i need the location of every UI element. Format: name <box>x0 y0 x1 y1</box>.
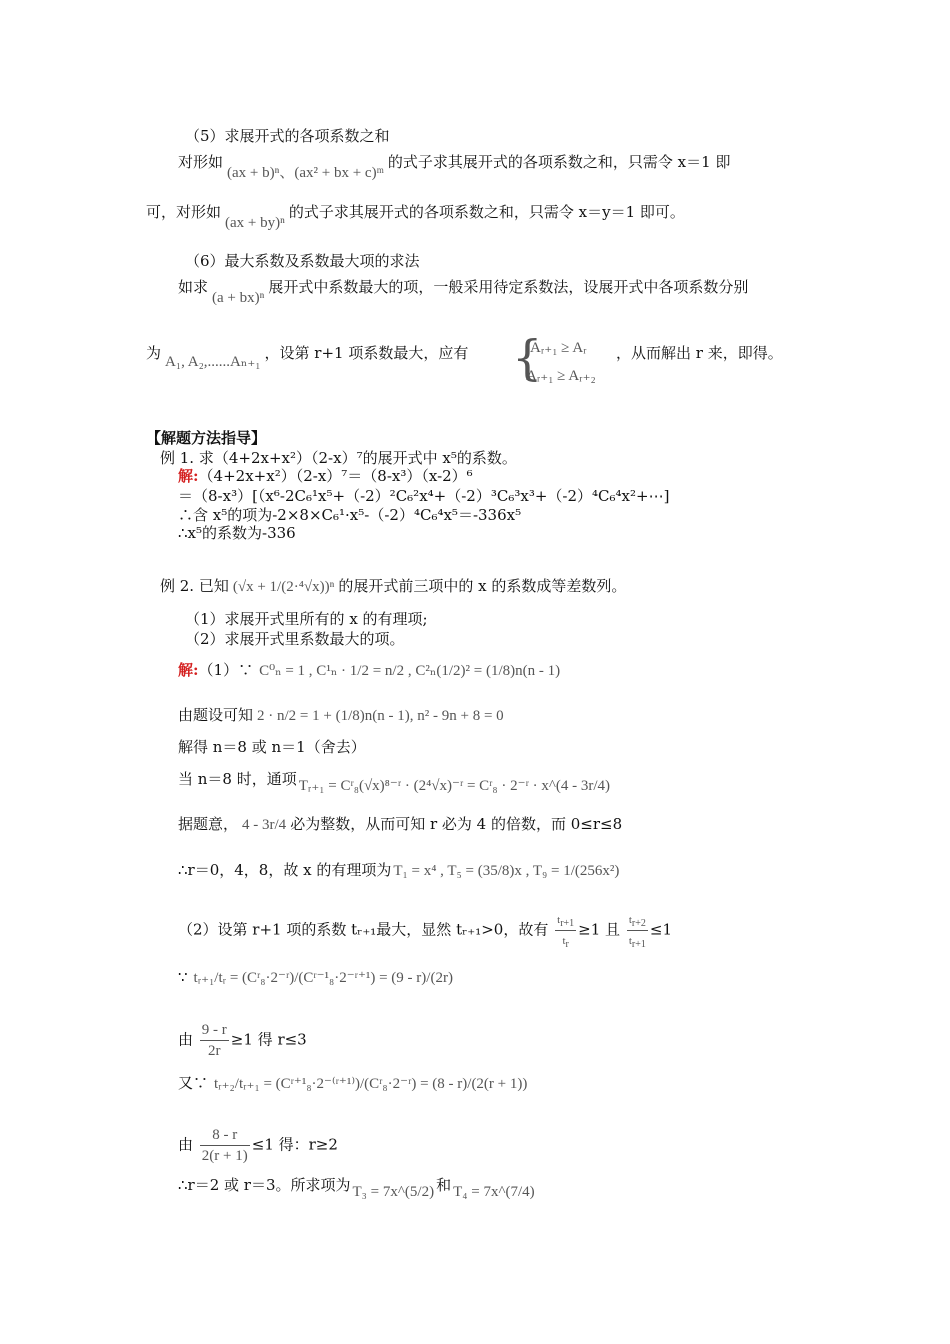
ex2-eq5: 4 - 3r/4 <box>242 817 287 833</box>
ex2-eq2: 2 · n/2 = 1 + (1/8)n(n - 1), n² - 9n + 8 = 0 <box>257 708 504 724</box>
sec5-l1-pre: 对形如 <box>178 153 224 171</box>
ex2-sol-label: 解: <box>178 661 199 679</box>
ex2-sol-line4 <box>178 769 611 794</box>
ex2-l9-post: ≥1 得 r≤3 <box>230 1030 307 1049</box>
sec5-line1 <box>178 152 731 181</box>
ex1-sol-label: 解: <box>178 467 199 485</box>
sec6-l1-expr: (a + bx)ⁿ <box>212 290 265 306</box>
ex2-sol-line10 <box>178 1073 527 1094</box>
ex2-sol-line2 <box>178 705 504 726</box>
sec6-l1-pre: 如求 <box>178 278 209 296</box>
ex2-eq10: tᵣ₊₂/tᵣ₊₁ = (Cʳ⁺¹₈·2⁻⁽ʳ⁺¹⁾)/(Cʳ₈·2⁻ʳ) = (8 - r)/(2(r + 1)) <box>214 1076 528 1092</box>
ex2-l12-mid: 和 <box>436 1176 452 1194</box>
ex2-l2-pre: 由题设可知 <box>178 706 254 724</box>
ex2-eq12b: T₄ = 7x^(7/4) <box>453 1184 535 1200</box>
ratio-frac-1: $\frac{t_{r+1}}{t_r}$ <box>555 910 576 951</box>
sec6-ineq2: Aᵣ₊₁ ≥ Aᵣ₊₂ <box>526 368 596 384</box>
sec6-ineq1: Aᵣ₊₁ ≥ Aᵣ <box>530 340 587 356</box>
ex2-l7-post: ≤1 <box>649 920 673 939</box>
ex2-sol-line3: 解得 n＝8 或 n＝1（舍去） <box>178 738 366 756</box>
ex2-sol-line8 <box>178 967 453 988</box>
ex2-sol-line12 <box>178 1175 535 1200</box>
ex2-l5-pre: 据题意， <box>178 815 239 833</box>
ex1-step2: ＝（8-x³）[（x⁶-2C₆¹x⁵+（-2）²C₆²x⁴+（-2）³C₆³x³+（-2）⁴C₆⁴x²+⋯] <box>178 487 670 505</box>
sec5-l2-post: 的式子求其展开式的各项系数之和，只需令 x＝y＝1 即可。 <box>288 203 685 221</box>
ex1-question: 例 1. 求（4+2x+x²）（2-x）⁷的展开式中 x⁵的系数。 <box>160 449 517 467</box>
sec6-l2-expr: A₁, A₂,......Aₙ₊₁ <box>165 354 261 370</box>
sec6-l2-mid: ，设第 r+1 项系数最大，应有 <box>264 344 469 362</box>
ex2-q-expr: (√x + 1/(2·⁴√x))ⁿ <box>232 579 335 595</box>
frac-9-r: $\frac{9 - r}{2r}$ <box>201 1022 227 1059</box>
ex2-l7-mid: ≥1 且 <box>578 920 621 939</box>
ex2-sol-line7 <box>178 910 672 951</box>
ex1-step4: ∴x⁵的系数为-336 <box>178 524 296 542</box>
ex2-eq8: tᵣ₊₁/tᵣ = (Cʳ₈·2⁻ʳ)/(Cʳ⁻¹₈·2⁻ʳ⁺¹) = (9 - r)/(2r) <box>193 970 453 986</box>
guide-title: 【解题方法指导】 <box>146 429 267 447</box>
ex2-eq1: C⁰ₙ = 1 , C¹ₙ · 1/2 = n/2 , C²ₙ(1/2)² = (1/8)n(n - 1) <box>259 663 561 679</box>
ex2-l11-pre: 由 <box>178 1135 194 1154</box>
sec6-l2-pre: 为 <box>146 344 162 362</box>
ex2-l8-pre: ∵ <box>178 968 188 986</box>
ex2-l12-pre: ∴r＝2 或 r＝3。所求项为 <box>178 1176 351 1194</box>
sec5-l1-post: 的式子求其展开式的各项系数之和，只需令 x＝1 即 <box>387 153 731 171</box>
ex2-part2: （2）求展开式里系数最大的项。 <box>185 630 405 648</box>
ex2-eq4: Tᵣ₊₁ = Cʳ₈(√x)⁸⁻ʳ · (2⁴√x)⁻ʳ = Cʳ₈ · 2⁻ʳ · x^(4 - 3r/4) <box>298 778 611 794</box>
system-brace: { <box>512 330 543 386</box>
sec5-l2-expr: (ax + by)ⁿ <box>225 215 285 231</box>
sec5-line2 <box>146 202 685 231</box>
ex2-sol-line9 <box>178 1020 307 1061</box>
ex2-part1: （1）求展开式里所有的 x 的有理项; <box>185 610 428 628</box>
ex2-l11-post: ≤1 得：r≥2 <box>251 1135 338 1154</box>
ex2-sol-p1: （1）∵ <box>198 661 254 679</box>
ex2-sol-line6 <box>178 860 619 881</box>
ex2-question <box>160 576 626 597</box>
ex2-l10-pre: 又∵ <box>178 1074 209 1092</box>
frac-8-r: $\frac{8 - r}{2(r + 1)}$ <box>201 1127 248 1164</box>
ex2-q-post: 的展开式前三项中的 x 的系数成等差数列。 <box>338 577 627 595</box>
sec5-l2-pre: 可，对形如 <box>146 203 222 221</box>
ex2-l5-post: 必为整数，从而可知 r 必为 4 的倍数，而 0≤r≤8 <box>290 815 623 833</box>
sec6-l1-post: 展开式中系数最大的项，一般采用待定系数法，设展开式中各项系数分别 <box>268 278 749 296</box>
ex2-l7-pre: （2）设第 r+1 项的系数 tᵣ₊₁最大，显然 tᵣ₊₁>0，故有 <box>178 920 549 939</box>
ex2-sol-line11 <box>178 1125 338 1166</box>
sec5-heading: （5）求展开式的各项系数之和 <box>185 127 390 145</box>
ex2-q-pre: 例 2. 已知 <box>160 577 229 595</box>
sec6-heading: （6）最大系数及系数最大项的求法 <box>185 252 420 270</box>
ex1-step1 <box>178 466 473 486</box>
sec5-l1-expr: (ax + b)ⁿ、(ax² + bx + c)ᵐ <box>227 165 384 181</box>
ex2-eq6: T₁ = x⁴ , T₅ = (35/8)x , T₉ = 1/(256x²) <box>393 863 620 879</box>
sec6-l2-post: ，从而解出 r 来，即得。 <box>616 344 783 362</box>
ex2-sol-line5 <box>178 814 622 835</box>
ex2-l9-pre: 由 <box>178 1030 194 1049</box>
ratio-frac-2: $\frac{t_{r+2}}{t_{r+1}}$ <box>627 910 648 951</box>
ex1-s1: （4+2x+x²）（2-x）⁷＝（8-x³）（x-2）⁶ <box>198 467 473 485</box>
ex2-l6-pre: ∴r＝0，4，8，故 x 的有理项为 <box>178 861 392 879</box>
ex1-step3: ∴含 x⁵的项为-2×8×C₆¹·x⁵-（-2）⁴C₆⁴x⁵＝-336x⁵ <box>178 506 522 524</box>
ex2-eq12a: T₃ = 7x^(5/2) <box>352 1184 435 1200</box>
sec6-line2 <box>146 343 469 370</box>
ex2-l4-pre: 当 n＝8 时，通项 <box>178 770 297 788</box>
sec6-line1 <box>178 277 749 306</box>
ex2-sol-line1 <box>178 660 560 681</box>
